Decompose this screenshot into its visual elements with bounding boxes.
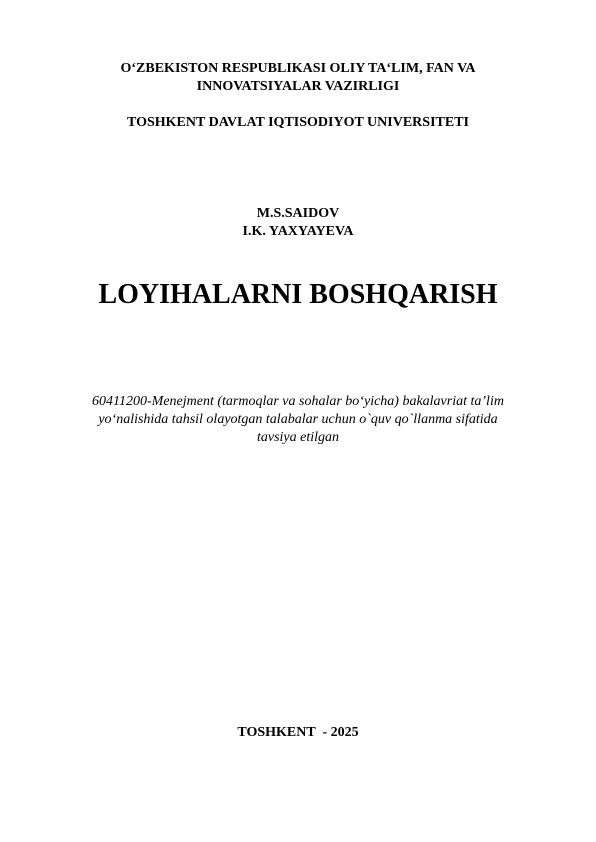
university-name: TOSHKENT DAVLAT IQTISODIYOT UNIVERSITETI <box>127 115 469 130</box>
description-line-3: tavsiya etilgan <box>256 430 340 445</box>
ministry-heading <box>0 60 596 96</box>
author-name: M.S.SAIDOV <box>256 206 340 221</box>
city-year: TOSHKENT - 2025 <box>237 725 359 740</box>
book-title: LOYIHALARNI BOSHQARISH <box>98 279 498 310</box>
ministry-line-2: INNOVATSIYALAR VAZIRLIGI <box>196 79 400 94</box>
authors-block <box>0 205 596 241</box>
description-line-2: yo‘nalishida tahsil olayotgan talabalar uchun o`quv qo`llanma sifatida <box>98 412 498 427</box>
author-name: I.K. YAXYAYEVA <box>242 224 354 239</box>
book-description <box>0 393 596 447</box>
ministry-line-1: O‘ZBEKISTON RESPUBLIKASI OLIY TA‘LIM, FAN VA <box>120 61 476 76</box>
description-line-1: 60411200-Menejment (tarmoqlar va sohalar bo‘yicha) bakalavriat ta’lim <box>92 394 504 409</box>
